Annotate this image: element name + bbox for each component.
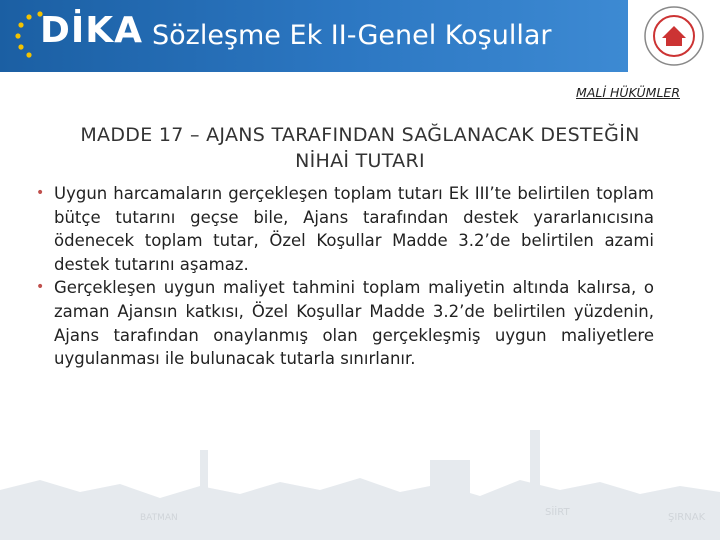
heading-line-2: NİHAİ TUTARI [295, 150, 425, 172]
bullet-icon: • [36, 279, 45, 296]
page-title: Sözleşme Ek II-Genel Koşullar [152, 20, 552, 51]
heading-line-1: MADDE 17 – AJANS TARAFINDAN SAĞLANACAK DESTEĞİN [80, 124, 640, 146]
section-label: MALİ HÜKÜMLER [576, 85, 680, 100]
star-icon [15, 11, 42, 57]
bullet-text: Uygun harcamaların gerçekleşen toplam tutarı Ek III’te belirtilen toplam bütçe tutarını geçse bile, Ajans tarafından destek yararlanıcısına ödenecek toplam tutar, Özel Koşullar Madde 3.2’de belirtilen azami destek tutarını aşamaz. [54, 184, 654, 274]
skyline-label-right: ŞIRNAK [668, 512, 706, 523]
bullet-text: Gerçekleşen uygun maliyet tahmini toplam maliyetin altında kalırsa, o zaman Ajansın katkısı, Özel Koşullar Madde 3.2’de belirtilen yüzdenin, Ajans tarafından onaylanmış olan gerçekleşmiş uygun maliyetlere uygulanması ile bulunacak tutarla sınırlanır. [54, 278, 654, 369]
skyline-label-mid: SİİRT [545, 507, 570, 518]
article-heading [30, 122, 690, 174]
skyline-background [0, 420, 720, 540]
skyline-shapes [0, 430, 720, 540]
seal-icon [635, 4, 713, 68]
list-item [36, 276, 654, 370]
list-item [36, 182, 654, 276]
logo-text: DİKA [40, 10, 144, 51]
skyline-label-left: BATMAN [140, 513, 178, 523]
header [0, 0, 720, 72]
bullet-list [36, 182, 654, 371]
bullet-icon: • [36, 185, 45, 201]
